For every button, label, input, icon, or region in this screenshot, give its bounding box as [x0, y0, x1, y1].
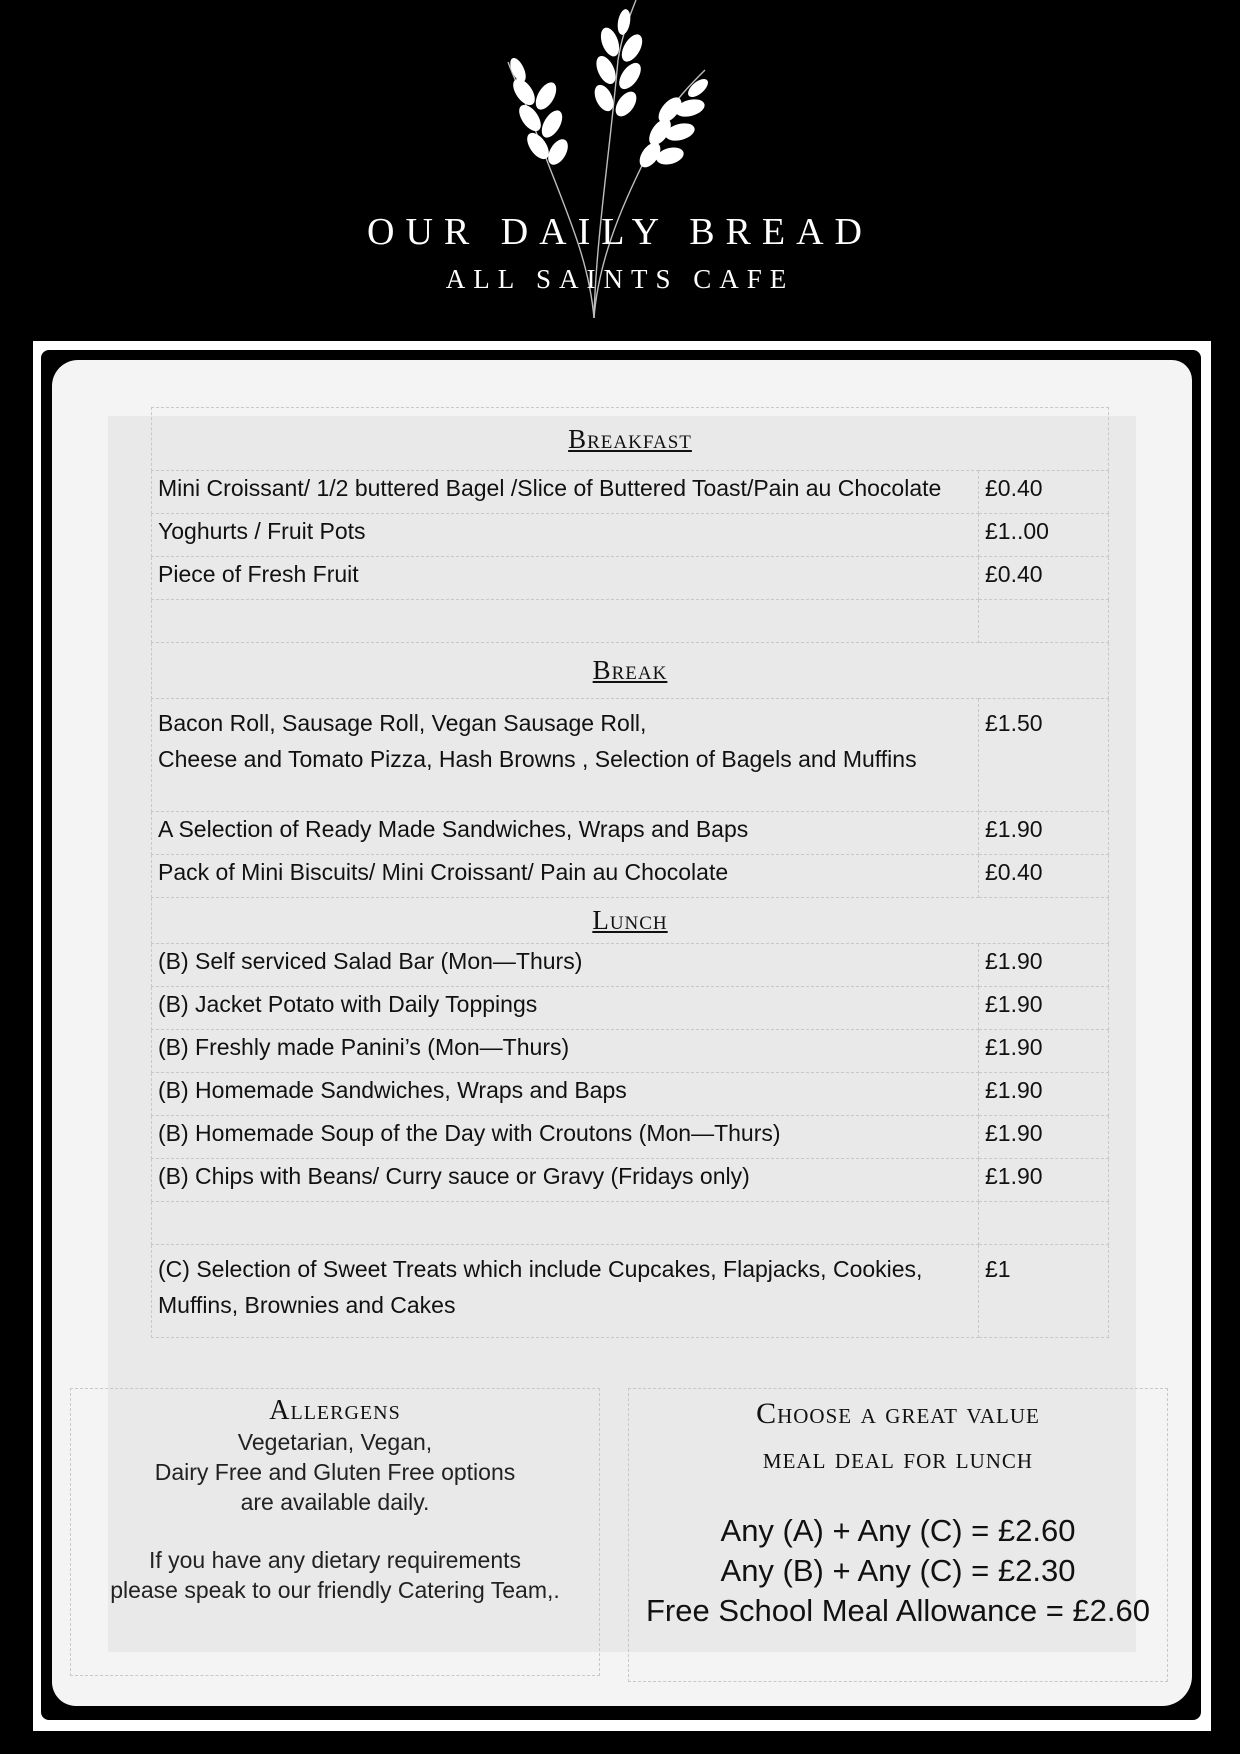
menu-price: £1.90	[979, 1159, 1109, 1202]
cafe-subtitle: ALL SAINTS CAFE	[445, 264, 795, 294]
empty-row	[152, 1202, 1109, 1245]
section-header-row	[152, 408, 1109, 471]
section-header-row	[152, 643, 1109, 699]
menu-item	[152, 699, 979, 812]
meal-deal-heading-line: Choose a great value	[756, 1397, 1040, 1430]
table-row	[152, 1073, 1109, 1116]
menu-price: £1.50	[979, 699, 1109, 812]
menu-item: (B) Freshly made Panini’s (Mon—Thurs)	[152, 1030, 979, 1073]
menu-item: Mini Croissant/ 1/2 buttered Bagel /Slice of Buttered Toast/Pain au Chocolate	[152, 471, 979, 514]
table-row	[152, 812, 1109, 855]
menu-item: (B) Self serviced Salad Bar (Mon—Thurs)	[152, 944, 979, 987]
menu-price: £1	[979, 1245, 1109, 1338]
table-row	[152, 944, 1109, 987]
table-row	[152, 557, 1109, 600]
menu-price: £1.90	[979, 987, 1109, 1030]
menu-price: £0.40	[979, 855, 1109, 898]
menu-item: Yoghurts / Fruit Pots	[152, 514, 979, 557]
table-row	[152, 471, 1109, 514]
section-header-row	[152, 898, 1109, 944]
meal-deal-offer: Any (B) + Any (C) = £2.30	[720, 1553, 1076, 1588]
menu-item-line: Cheese and Tomato Pizza, Hash Browns , Selection of Bagels and Muffins	[158, 746, 917, 772]
spacer	[629, 1479, 1167, 1511]
allergens-text-line: If you have any dietary requirements	[148, 1547, 522, 1573]
menu-price: £1.90	[979, 812, 1109, 855]
menu-item	[152, 1245, 979, 1338]
menu-item: A Selection of Ready Made Sandwiches, Wraps and Baps	[152, 812, 979, 855]
meal-deal-heading-line: meal deal for lunch	[762, 1442, 1034, 1475]
meal-deal-box	[628, 1388, 1168, 1682]
breakfast-heading: Breakfast	[568, 423, 692, 454]
meal-deal-offer: Free School Meal Allowance = £2.60	[645, 1593, 1151, 1628]
allergens-text-line: Vegetarian, Vegan,	[237, 1429, 433, 1455]
menu-price: £1.90	[979, 1116, 1109, 1159]
menu-item: (B) Chips with Beans/ Curry sauce or Gravy (Fridays only)	[152, 1159, 979, 1202]
menu-item: (B) Homemade Sandwiches, Wraps and Baps	[152, 1073, 979, 1116]
empty-row	[152, 600, 1109, 643]
menu-price: £0.40	[979, 557, 1109, 600]
menu-price: £0.40	[979, 471, 1109, 514]
header	[0, 0, 1240, 340]
table-row	[152, 1030, 1109, 1073]
menu-price: £1..00	[979, 514, 1109, 557]
allergens-box	[70, 1388, 600, 1676]
allergens-text-line: Dairy Free and Gluten Free options	[154, 1459, 516, 1485]
table-row	[152, 1116, 1109, 1159]
table-row	[152, 855, 1109, 898]
menu-price: £1.90	[979, 944, 1109, 987]
menu-table	[151, 407, 1109, 1338]
allergens-text-line: are available daily.	[240, 1489, 430, 1515]
table-row	[152, 1159, 1109, 1202]
menu-item-line: Muffins, Brownies and Cakes	[158, 1292, 456, 1318]
cafe-title: OUR DAILY BREAD	[367, 211, 873, 253]
meal-deal-offer: Any (A) + Any (C) = £2.60	[720, 1513, 1076, 1548]
table-row	[152, 699, 1109, 812]
menu-item: (B) Homemade Soup of the Day with Croutons (Mon—Thurs)	[152, 1116, 979, 1159]
table-row	[152, 1245, 1109, 1338]
menu-item: Pack of Mini Biscuits/ Mini Croissant/ Pain au Chocolate	[152, 855, 979, 898]
table-row	[152, 987, 1109, 1030]
allergens-heading: Allergens	[269, 1395, 401, 1426]
menu-item-line: Bacon Roll, Sausage Roll, Vegan Sausage Roll,	[158, 710, 647, 736]
menu-item-line: (C) Selection of Sweet Treats which include Cupcakes, Flapjacks, Cookies,	[158, 1256, 923, 1282]
table-row	[152, 514, 1109, 557]
allergens-text-line: please speak to our friendly Catering Team,.	[110, 1577, 560, 1603]
menu-price: £1.90	[979, 1030, 1109, 1073]
menu-price: £1.90	[979, 1073, 1109, 1116]
break-heading: Break	[592, 655, 668, 685]
menu-item: Piece of Fresh Fruit	[152, 557, 979, 600]
menu-item: (B) Jacket Potato with Daily Toppings	[152, 987, 979, 1030]
lunch-heading: Lunch	[592, 905, 668, 935]
